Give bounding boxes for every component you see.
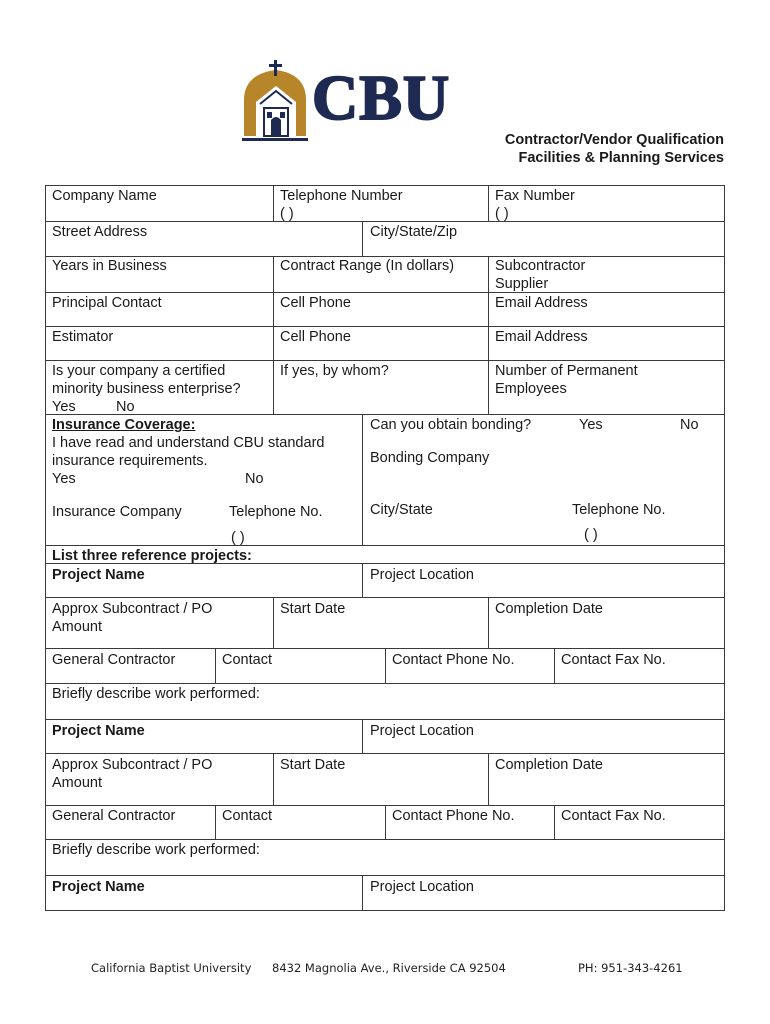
project3-location-label: Project Location [370,879,474,895]
bonding-no-option[interactable]: No [680,417,699,433]
project1-location-label: Project Location [370,567,474,583]
project2-start-date-label: Start Date [280,757,346,773]
subcontractor-option[interactable]: Subcontractor [495,258,586,274]
cell-phone-label-1: Cell Phone [280,295,351,311]
fax-paren: ( ) [495,206,509,222]
project2-general-contractor-label: General Contractor [52,808,176,824]
project2-describe-label: Briefly describe work performed: [52,842,260,858]
project2-name-label: Project Name [52,723,145,739]
project2-approx-label-line2: Amount [52,775,102,791]
bonding-question: Can you obtain bonding? [370,417,532,433]
permanent-employees-line2: Employees [495,381,567,397]
email-address-label-2: Email Address [495,329,588,345]
telephone-number-label: Telephone Number [280,188,403,204]
project2-contact-fax-label: Contact Fax No. [561,808,666,824]
fax-number-label: Fax Number [495,188,575,204]
footer-address: 8432 Magnolia Ave., Riverside CA 92504 [272,961,506,975]
project1-contact-fax-label: Contact Fax No. [561,652,666,668]
insurance-telephone-label: Telephone No. [229,504,323,520]
if-yes-by-whom-label: If yes, by whom? [280,363,389,379]
minority-question-line1: Is your company a certified [52,363,226,379]
project2-completion-date-label: Completion Date [495,757,603,773]
project1-contact-phone-label: Contact Phone No. [392,652,515,668]
project2-location-label: Project Location [370,723,474,739]
city-state-zip-label: City/State/Zip [370,224,458,240]
insurance-telephone-paren: ( ) [231,530,245,546]
chapel-icon [240,60,312,144]
project1-approx-label-line2: Amount [52,619,102,635]
minority-yes-option[interactable]: Yes [52,399,76,415]
project1-start-date-label: Start Date [280,601,346,617]
project1-approx-label-line1: Approx Subcontract / PO [52,601,213,617]
project2-approx-label-line1: Approx Subcontract / PO [52,757,213,773]
footer-university: California Baptist University [91,961,252,975]
form-title: Contractor/Vendor Qualification [504,132,724,148]
estimator-label: Estimator [52,329,114,345]
minority-no-option[interactable]: No [116,399,135,415]
insurance-no-option[interactable]: No [245,471,264,487]
logo-wordmark: CBU [312,62,451,133]
telephone-paren: ( ) [280,206,294,222]
principal-contact-label: Principal Contact [52,295,162,311]
project1-name-label: Project Name [52,567,145,583]
project1-contact-label: Contact [222,652,272,668]
insurance-company-label: Insurance Company [52,504,182,520]
bonding-yes-option[interactable]: Yes [579,417,603,433]
city-state-label: City/State [370,502,433,518]
bonding-telephone-label: Telephone No. [572,502,666,518]
minority-question-line2: minority business enterprise? [52,381,241,397]
department-title: Facilities & Planning Services [518,150,724,166]
cbu-logo [240,60,468,144]
project2-contact-phone-label: Contact Phone No. [392,808,515,824]
years-in-business-label: Years in Business [52,258,167,274]
insurance-coverage-heading: Insurance Coverage: [52,417,196,433]
references-heading: List three reference projects: [52,548,252,564]
bonding-company-label: Bonding Company [370,450,490,466]
bonding-telephone-paren: ( ) [584,527,598,543]
project1-completion-date-label: Completion Date [495,601,603,617]
street-address-label: Street Address [52,224,148,240]
supplier-option[interactable]: Supplier [495,276,549,292]
contract-range-label: Contract Range (In dollars) [280,258,455,274]
project1-describe-label: Briefly describe work performed: [52,686,260,702]
insurance-text-line1: I have read and understand CBU standard [52,435,325,451]
project1-general-contractor-label: General Contractor [52,652,176,668]
email-address-label-1: Email Address [495,295,588,311]
footer-phone: PH: 951-343-4261 [578,961,683,975]
permanent-employees-line1: Number of Permanent [495,363,638,379]
insurance-yes-option[interactable]: Yes [52,471,76,487]
cell-phone-label-2: Cell Phone [280,329,351,345]
insurance-text-line2: insurance requirements. [52,453,208,469]
project2-contact-label: Contact [222,808,272,824]
project3-name-label: Project Name [52,879,145,895]
company-name-label: Company Name [52,188,157,204]
